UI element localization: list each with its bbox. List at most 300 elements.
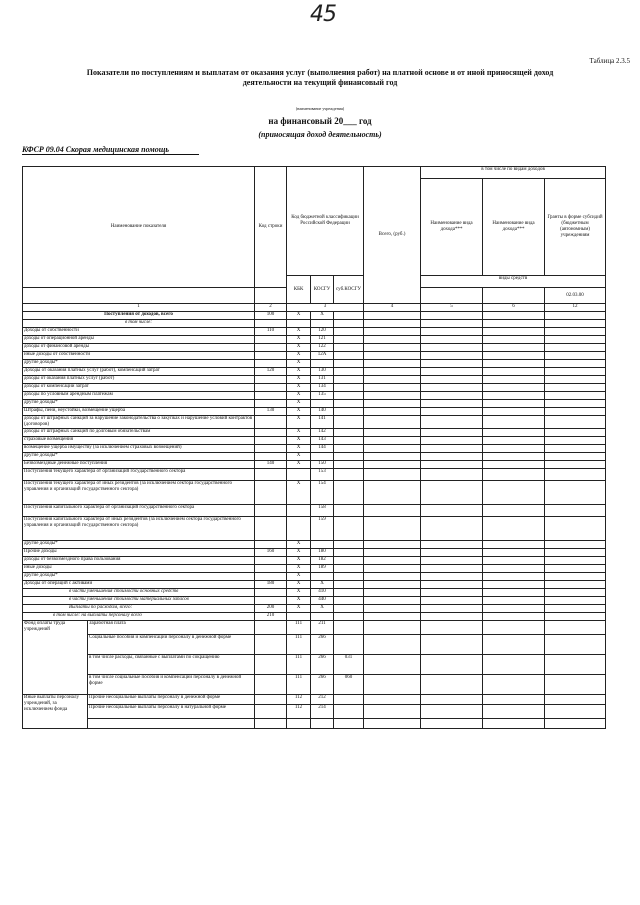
row-subkosgu	[334, 312, 364, 320]
row-name: Социальные пособия и компенсации персоналу в денежной форме	[88, 635, 255, 655]
row-code	[255, 392, 287, 400]
row-subkosgu	[334, 368, 364, 376]
row-kosgu	[311, 541, 334, 549]
row-name: Прочие доходы	[23, 549, 255, 557]
row-code	[255, 481, 287, 505]
value-cell	[545, 605, 606, 613]
row-code: 130	[255, 408, 287, 416]
value-cell	[421, 344, 483, 352]
row-kbk: X	[287, 312, 311, 320]
value-cell	[421, 429, 483, 437]
row-code: 210	[255, 613, 287, 621]
row-code	[255, 344, 287, 352]
value-cell	[421, 505, 483, 517]
header-kosgu: КОСГУ	[311, 276, 334, 304]
value-cell	[483, 605, 545, 613]
row-code: 100	[255, 312, 287, 320]
table-row	[23, 400, 606, 408]
value-cell	[545, 573, 606, 581]
table-row	[23, 336, 606, 344]
row-name: Поступления капитального характера от организаций государственного сектора	[23, 505, 255, 517]
colnum: 2	[255, 304, 287, 312]
row-kbk: X	[287, 581, 311, 589]
value-cell	[421, 589, 483, 597]
value-cell	[545, 445, 606, 453]
value-cell	[421, 565, 483, 573]
value-cell	[364, 573, 421, 581]
row-code	[255, 517, 287, 541]
value-cell	[545, 453, 606, 461]
row-kosgu: 189	[311, 565, 334, 573]
value-cell	[421, 328, 483, 336]
value-cell	[364, 469, 421, 481]
value-cell	[421, 695, 483, 705]
value-cell	[364, 655, 421, 675]
value-cell	[421, 557, 483, 565]
row-kosgu: 180	[311, 549, 334, 557]
row-kbk: X	[287, 344, 311, 352]
value-cell	[483, 400, 545, 408]
row-subkosgu	[334, 408, 364, 416]
value-cell	[421, 392, 483, 400]
row-name: в части уменьшения стоимости основных средств	[23, 589, 255, 597]
value-cell	[421, 621, 483, 635]
row-name: доходы от штрафных санкций за нарушение законодательства о закупках и нарушение условий контрактов (договоров)	[23, 416, 255, 429]
value-cell	[364, 437, 421, 445]
row-kosgu: 130	[311, 368, 334, 376]
row-code	[255, 597, 287, 605]
value-cell	[483, 597, 545, 605]
row-kosgu: 153	[311, 469, 334, 481]
value-cell	[421, 675, 483, 695]
row-subkosgu	[334, 635, 364, 655]
row-code	[255, 541, 287, 549]
value-cell	[364, 344, 421, 352]
document-title	[40, 68, 600, 88]
header-subkosgu: суб.КОСГУ	[334, 276, 364, 304]
row-kbk: X	[287, 360, 311, 368]
value-cell	[545, 557, 606, 565]
row-name: доходы от финансовой аренды	[23, 344, 255, 352]
row-kbk: X	[287, 605, 311, 613]
table-row	[23, 328, 606, 336]
value-cell	[421, 461, 483, 469]
row-name: иные доходы от собственности	[23, 352, 255, 360]
row-subkosgu	[334, 461, 364, 469]
row-subkosgu	[334, 565, 364, 573]
row-code: 120	[255, 368, 287, 376]
value-cell	[545, 705, 606, 719]
row-kbk: 111	[287, 621, 311, 635]
value-cell	[483, 589, 545, 597]
value-cell	[483, 453, 545, 461]
row-kosgu	[311, 453, 334, 461]
row-code	[255, 469, 287, 481]
value-cell	[545, 695, 606, 705]
value-cell	[483, 517, 545, 541]
table-row	[23, 517, 606, 541]
row-subkosgu	[334, 573, 364, 581]
value-cell	[483, 635, 545, 655]
value-cell	[421, 573, 483, 581]
value-cell	[545, 719, 606, 729]
value-cell	[364, 461, 421, 469]
column-numbers-row	[23, 304, 606, 312]
row-code: 160	[255, 549, 287, 557]
value-cell	[483, 312, 545, 320]
table-row	[23, 360, 606, 368]
row-kosgu	[311, 613, 334, 621]
header-name: Наименование показателя	[23, 167, 255, 288]
value-cell	[483, 376, 545, 384]
row-subkosgu	[334, 344, 364, 352]
row-kbk: 112	[287, 695, 311, 705]
row-kbk: 111	[287, 675, 311, 695]
value-cell	[545, 336, 606, 344]
row-subkosgu	[334, 392, 364, 400]
table-row	[23, 705, 606, 719]
value-cell	[483, 581, 545, 589]
row-code	[255, 437, 287, 445]
value-cell	[545, 392, 606, 400]
value-cell	[545, 352, 606, 360]
row-kbk: X	[287, 328, 311, 336]
value-cell	[545, 675, 606, 695]
row-code	[255, 655, 287, 675]
value-cell	[545, 581, 606, 589]
row-code	[287, 719, 311, 729]
header-types-funds: виды средств	[421, 276, 606, 288]
row-kbk: X	[287, 384, 311, 392]
row-subkosgu	[334, 416, 364, 429]
row-kbk: X	[287, 336, 311, 344]
value-cell	[364, 565, 421, 573]
row-name: Прочие несоциальные выплаты персоналу в денежной форме	[88, 695, 255, 705]
row-kosgu: 142	[311, 429, 334, 437]
row-name: другие доходы*	[23, 453, 255, 461]
value-cell	[483, 695, 545, 705]
row-name: Прочие несоциальные выплаты персоналу в натуральной форме	[88, 705, 255, 719]
value-cell	[364, 445, 421, 453]
payment-group	[88, 719, 255, 729]
value-cell	[545, 320, 606, 328]
row-kosgu: 266	[311, 635, 334, 655]
row-kosgu: 121	[311, 336, 334, 344]
value-cell	[545, 437, 606, 445]
row-kosgu	[311, 573, 334, 581]
row-subkosgu	[334, 505, 364, 517]
row-code	[255, 589, 287, 597]
value-cell	[483, 621, 545, 635]
row-code	[255, 621, 287, 635]
row-code	[255, 376, 287, 384]
row-kosgu: 141	[311, 416, 334, 429]
value-cell	[483, 505, 545, 517]
value-cell	[545, 360, 606, 368]
value-cell	[483, 344, 545, 352]
payment-group: Фонд оплаты труда учреждений	[23, 621, 88, 695]
row-kosgu: 131	[311, 376, 334, 384]
value-cell	[483, 705, 545, 719]
colnum: 12	[545, 304, 606, 312]
row-code: 110	[255, 328, 287, 336]
row-kbk	[287, 320, 311, 328]
value-cell	[483, 360, 545, 368]
value-cell	[545, 344, 606, 352]
value-cell	[421, 437, 483, 445]
row-name: иные доходы	[23, 565, 255, 573]
value-cell	[364, 635, 421, 655]
value-cell	[483, 565, 545, 573]
row-code	[255, 445, 287, 453]
row-name: доходы от штрафных санкций по долговым обязательствам	[23, 429, 255, 437]
row-subkosgu	[334, 384, 364, 392]
value-cell	[483, 352, 545, 360]
table-row	[23, 573, 606, 581]
table-number: Таблица 2.3.5	[589, 57, 630, 65]
row-name: возмещение ущерба имуществу (за исключением страховых возмещений)	[23, 445, 255, 453]
title-line-2: деятельности на текущий финансовый год	[242, 78, 398, 87]
row-kosgu: 150	[311, 461, 334, 469]
row-subkosgu: 031	[334, 655, 364, 675]
row-code	[255, 453, 287, 461]
row-kbk: X	[287, 549, 311, 557]
value-cell	[364, 557, 421, 565]
row-subkosgu	[334, 376, 364, 384]
table-row	[23, 565, 606, 573]
header-income-name-2: Наименование вида дохода***	[483, 179, 545, 276]
row-code: 200	[255, 605, 287, 613]
value-cell	[421, 549, 483, 557]
row-name: Безвозмездные денежные поступления	[23, 461, 255, 469]
header-incl: в том числе по видам доходов	[421, 167, 606, 179]
table-row	[23, 635, 606, 655]
row-name: доходы от операционной аренды	[23, 336, 255, 344]
value-cell	[545, 621, 606, 635]
row-kbk: X	[287, 408, 311, 416]
value-cell	[483, 573, 545, 581]
row-kbk: X	[287, 573, 311, 581]
value-cell	[364, 605, 421, 613]
row-kbk: 111	[287, 655, 311, 675]
value-cell	[483, 320, 545, 328]
value-cell	[545, 328, 606, 336]
row-code	[255, 416, 287, 429]
header-code: Код строки	[255, 167, 287, 288]
row-kbk: X	[287, 368, 311, 376]
header-grants: Гранты в форме субсидий (бюджетным (автономным) учреждениям	[545, 179, 606, 276]
value-cell	[545, 461, 606, 469]
colnum: 3	[287, 304, 364, 312]
value-cell	[421, 541, 483, 549]
value-cell	[421, 384, 483, 392]
row-subkosgu	[334, 549, 364, 557]
value-cell	[421, 719, 483, 729]
table-row	[23, 416, 606, 429]
table-row	[23, 655, 606, 675]
row-name: доходы по условным арендным платежам	[23, 392, 255, 400]
value-cell	[421, 655, 483, 675]
value-cell	[364, 328, 421, 336]
value-cell	[545, 368, 606, 376]
row-kosgu: X	[311, 312, 334, 320]
value-cell	[421, 517, 483, 541]
value-cell	[364, 453, 421, 461]
row-kosgu	[311, 360, 334, 368]
institution-caption: (наименование учреждения)	[295, 106, 345, 111]
value-cell	[364, 312, 421, 320]
value-cell	[545, 481, 606, 505]
value-cell	[364, 360, 421, 368]
value-cell	[545, 400, 606, 408]
row-name: Доходы от собственности	[23, 328, 255, 336]
value-cell	[545, 376, 606, 384]
value-cell	[483, 336, 545, 344]
row-kosgu: 134	[311, 384, 334, 392]
table-row	[23, 589, 606, 597]
table-row	[23, 505, 606, 517]
row-subkosgu	[334, 429, 364, 437]
value-cell	[421, 376, 483, 384]
value-cell	[421, 445, 483, 453]
row-kbk	[311, 719, 334, 729]
value-cell	[483, 384, 545, 392]
table-row	[23, 408, 606, 416]
value-cell	[421, 312, 483, 320]
value-cell	[364, 429, 421, 437]
row-subkosgu	[334, 597, 364, 605]
value-cell	[483, 392, 545, 400]
table-row	[23, 557, 606, 565]
table-row	[23, 392, 606, 400]
row-kosgu: 154	[311, 481, 334, 505]
row-kosgu: 122	[311, 344, 334, 352]
header-total: Всего, (руб.)	[364, 167, 421, 304]
row-kosgu: 158	[311, 505, 334, 517]
row-kosgu: X	[311, 581, 334, 589]
table-row	[23, 368, 606, 376]
table-row	[23, 437, 606, 445]
payment-group: Иные выплаты персоналу учреждений, за исключением фонда	[23, 695, 88, 729]
row-code: 140	[255, 461, 287, 469]
value-cell	[545, 635, 606, 655]
row-name: в том числе социальные пособия и компенсации персоналу в денежной форме	[88, 675, 255, 695]
value-cell	[421, 368, 483, 376]
value-cell	[545, 505, 606, 517]
table-row	[23, 461, 606, 469]
row-name: Поступления текущего характера от иных резидентов (за исключением сектора государственного управления и организаций государственного сектора)	[23, 481, 255, 505]
value-cell	[545, 429, 606, 437]
value-cell	[364, 675, 421, 695]
row-kbk: 111	[287, 635, 311, 655]
value-cell	[483, 481, 545, 505]
value-cell	[545, 469, 606, 481]
row-name: в части уменьшения стоимости материальных запасов	[23, 597, 255, 605]
row-kosgu: 140	[311, 408, 334, 416]
value-cell	[483, 328, 545, 336]
colnum: 6	[483, 304, 545, 312]
row-code	[255, 429, 287, 437]
table-row	[23, 445, 606, 453]
value-cell	[483, 613, 545, 621]
value-cell	[364, 352, 421, 360]
row-code	[255, 565, 287, 573]
row-code	[255, 705, 287, 719]
row-subkosgu	[334, 328, 364, 336]
table-row	[23, 597, 606, 605]
value-cell	[483, 408, 545, 416]
row-name: Поступления от доходов, всего	[23, 312, 255, 320]
value-cell	[421, 469, 483, 481]
value-cell	[483, 675, 545, 695]
value-cell	[364, 589, 421, 597]
row-code	[255, 557, 287, 565]
value-cell	[364, 549, 421, 557]
colnum: 1	[23, 304, 255, 312]
row-code	[255, 384, 287, 392]
row-code	[255, 505, 287, 517]
value-cell	[483, 437, 545, 445]
row-name: в том числе:	[23, 320, 255, 328]
indicators-table	[22, 166, 606, 729]
value-cell	[421, 360, 483, 368]
handwritten-page-number: 45	[310, 2, 336, 27]
row-code	[255, 352, 287, 360]
table-row	[23, 352, 606, 360]
row-code	[255, 400, 287, 408]
value-cell	[545, 541, 606, 549]
value-cell	[364, 505, 421, 517]
value-cell	[483, 541, 545, 549]
row-name: Поступления капитального характера от иных резидентов (за исключением сектора государственного управления и организаций государственного сектора)	[23, 517, 255, 541]
header-income-name-1: Наименование вида дохода***	[421, 179, 483, 276]
row-name: другие доходы*	[23, 360, 255, 368]
row-name: доходы от оказания платных услуг (работ)	[23, 376, 255, 384]
row-kosgu: 212	[311, 695, 334, 705]
row-kosgu: 159	[311, 517, 334, 541]
value-cell	[421, 597, 483, 605]
row-kbk: X	[287, 597, 311, 605]
value-cell	[421, 481, 483, 505]
value-cell	[364, 376, 421, 384]
row-kbk: X	[287, 565, 311, 573]
row-subkosgu	[334, 360, 364, 368]
row-kosgu: 440	[311, 597, 334, 605]
row-kbk: X	[287, 392, 311, 400]
row-kosgu: 144	[311, 445, 334, 453]
row-kbk	[287, 517, 311, 541]
row-subkosgu	[334, 705, 364, 719]
header-grant-code: 02.03.00	[545, 288, 606, 304]
row-code	[255, 336, 287, 344]
header-kbk: КБК	[287, 276, 311, 304]
row-code: 180	[255, 581, 287, 589]
row-kosgu: 135	[311, 392, 334, 400]
row-kosgu	[311, 320, 334, 328]
value-cell	[421, 352, 483, 360]
value-cell	[483, 557, 545, 565]
row-name: Штрафы, пени, неустойки, возмещение ущерба	[23, 408, 255, 416]
table-row	[23, 344, 606, 352]
value-cell	[364, 517, 421, 541]
table-row	[23, 675, 606, 695]
table-row	[23, 453, 606, 461]
value-cell	[364, 613, 421, 621]
row-name: другие доходы*	[23, 541, 255, 549]
value-cell	[545, 384, 606, 392]
value-cell	[545, 408, 606, 416]
row-name: в том числе расходы, связанные с выплатами по сокращению	[88, 655, 255, 675]
